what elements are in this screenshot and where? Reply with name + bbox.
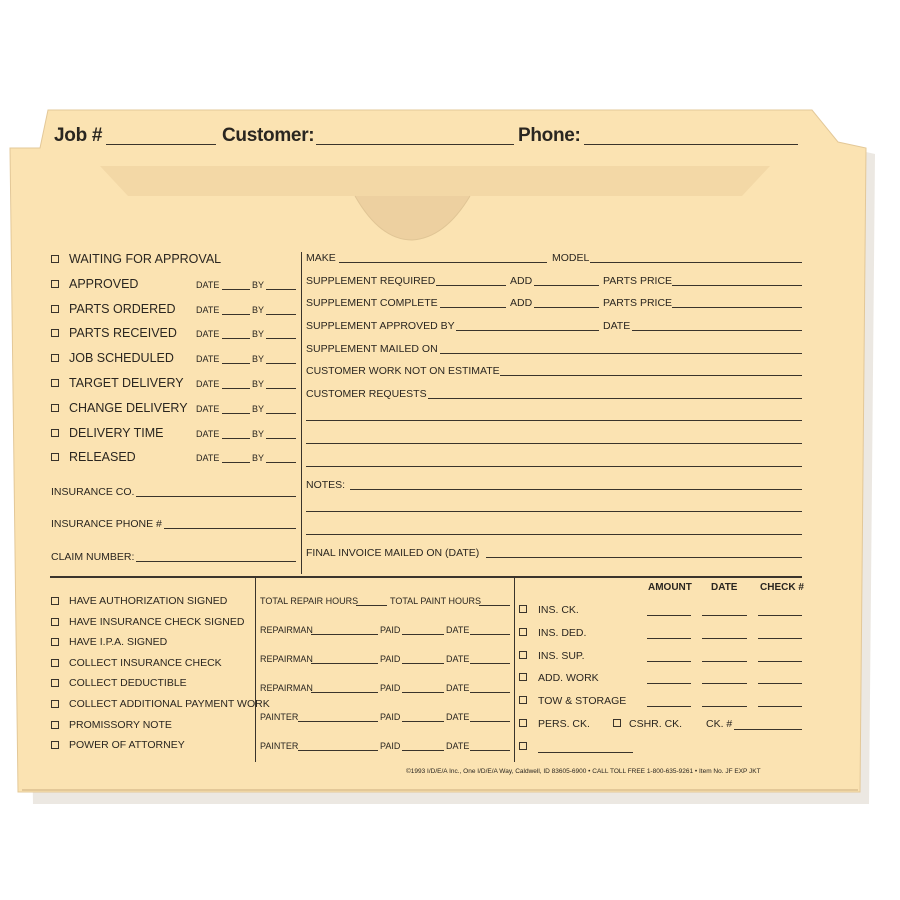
status-label: APPROVED — [69, 276, 139, 291]
worker-label: REPAIRMAN — [260, 625, 313, 635]
date-label: DATE — [446, 654, 470, 664]
customer-requests-field[interactable] — [428, 398, 802, 399]
supp-mailed-field[interactable] — [440, 353, 802, 354]
payment-label: INS. SUP. — [538, 649, 585, 662]
add-field[interactable] — [534, 307, 599, 308]
status-checkbox[interactable] — [51, 379, 59, 387]
paid-label: PAID — [380, 741, 401, 751]
date-field[interactable] — [702, 706, 747, 707]
other-payment-checkbox[interactable] — [519, 742, 527, 750]
payment-checkbox[interactable] — [519, 719, 527, 727]
paid-label: PAID — [380, 683, 401, 693]
status-checkbox[interactable] — [51, 305, 59, 313]
checklist-label: POWER OF ATTORNEY — [69, 739, 185, 752]
final-invoice-field[interactable] — [486, 557, 802, 558]
date-label: DATE — [603, 320, 631, 332]
checklist-label: PROMISSORY NOTE — [69, 718, 172, 731]
phone-label: Phone: — [518, 125, 581, 146]
supp-complete-label: SUPPLEMENT COMPLETE — [306, 297, 438, 309]
status-date-field[interactable] — [222, 413, 250, 414]
payment-checkbox[interactable] — [519, 605, 527, 613]
add-field[interactable] — [534, 285, 599, 286]
insurance-company-label: INSURANCE CO. — [51, 486, 135, 498]
status-date-label: DATE — [196, 428, 220, 439]
customer-work-label: CUSTOMER WORK NOT ON ESTIMATE — [306, 365, 500, 377]
worker-field[interactable] — [311, 634, 378, 635]
status-date-field[interactable] — [222, 462, 250, 463]
checklist-checkbox[interactable] — [51, 659, 59, 667]
worker-label: REPAIRMAN — [260, 683, 313, 693]
amount-field[interactable] — [647, 615, 691, 616]
status-date-field[interactable] — [222, 314, 250, 315]
check-field[interactable] — [758, 638, 802, 639]
request-line[interactable] — [306, 420, 802, 421]
ck-number-label: CK. # — [706, 718, 733, 730]
insurance-phone-label: INSURANCE PHONE # — [51, 518, 162, 530]
date-field[interactable] — [702, 661, 747, 662]
model-label: MODEL — [552, 252, 590, 264]
supp-approved-label: SUPPLEMENT APPROVED BY — [306, 320, 455, 332]
request-line[interactable] — [306, 443, 802, 444]
date-field[interactable] — [702, 683, 747, 684]
check-field[interactable] — [758, 683, 802, 684]
upper-divider — [301, 252, 302, 574]
worker-field[interactable] — [298, 750, 378, 751]
total-paint-label: TOTAL PAINT HOURS — [390, 596, 482, 606]
status-label: RELEASED — [69, 450, 136, 465]
notes-field[interactable] — [350, 489, 802, 490]
supp-mailed-label: SUPPLEMENT MAILED ON — [306, 343, 438, 355]
status-by-label: BY — [252, 453, 265, 464]
make-field[interactable] — [339, 262, 547, 263]
paid-label: PAID — [380, 625, 401, 635]
status-by-field[interactable] — [266, 413, 296, 414]
worker-field[interactable] — [311, 692, 378, 693]
claim-number-label: CLAIM NUMBER: — [51, 551, 135, 563]
status-checkbox[interactable] — [51, 354, 59, 362]
status-by-label: BY — [252, 279, 265, 290]
paid-field[interactable] — [402, 750, 444, 751]
customer-field[interactable] — [316, 144, 514, 145]
payment-label: INS. CK. — [538, 604, 579, 616]
amount-field[interactable] — [647, 683, 691, 684]
date-label: DATE — [446, 741, 470, 751]
status-date-label: DATE — [196, 304, 220, 315]
status-by-label: BY — [252, 403, 265, 414]
status-date-label: DATE — [196, 453, 220, 464]
payment-label: INS. DED. — [538, 626, 587, 639]
insurance-company-field[interactable] — [136, 496, 296, 497]
worker-label: PAINTER — [260, 741, 299, 751]
date-field[interactable] — [470, 721, 510, 722]
status-by-label: BY — [252, 329, 265, 340]
total-paint-field[interactable] — [479, 605, 510, 606]
date-field[interactable] — [470, 663, 510, 664]
worker-label: REPAIRMAN — [260, 654, 313, 664]
status-label: TARGET DELIVERY — [69, 376, 184, 390]
status-label: JOB SCHEDULED — [69, 351, 174, 366]
checklist-checkbox[interactable] — [51, 597, 59, 605]
customer-work-field[interactable] — [500, 375, 802, 376]
check-field[interactable] — [758, 706, 802, 707]
status-date-field[interactable] — [222, 289, 250, 290]
status-label: CHANGE DELIVERY — [69, 400, 188, 415]
status-label: DELIVERY TIME — [69, 425, 164, 440]
supp-required-field[interactable] — [436, 285, 506, 286]
date-header: DATE — [711, 582, 738, 593]
supp-date-field[interactable] — [632, 330, 802, 331]
final-invoice-label: FINAL INVOICE MAILED ON (DATE) — [306, 547, 480, 559]
supp-required-label: SUPPLEMENT REQUIRED — [306, 275, 436, 287]
status-date-label: DATE — [196, 329, 220, 340]
status-by-field[interactable] — [266, 388, 296, 389]
checklist-checkbox[interactable] — [51, 679, 59, 687]
worker-field[interactable] — [298, 721, 378, 722]
payment-label: ADD. WORK — [538, 672, 599, 685]
status-by-field[interactable] — [266, 338, 296, 339]
request-line[interactable] — [306, 466, 802, 467]
check-header: CHECK # — [760, 582, 804, 593]
payment-checkbox[interactable] — [519, 651, 527, 659]
check-field[interactable] — [758, 661, 802, 662]
status-by-field[interactable] — [266, 363, 296, 364]
check-field[interactable] — [758, 615, 802, 616]
date-field[interactable] — [470, 692, 510, 693]
paid-label: PAID — [380, 712, 401, 722]
notes-label: NOTES: — [306, 479, 346, 491]
status-by-field[interactable] — [266, 438, 296, 439]
paid-field[interactable] — [402, 663, 444, 664]
amount-field[interactable] — [647, 706, 691, 707]
status-label: WAITING FOR APPROVAL — [69, 252, 222, 266]
supp-complete-field[interactable] — [440, 307, 506, 308]
amount-field[interactable] — [647, 638, 691, 639]
lower-divider-1 — [255, 578, 256, 762]
parts-price-field[interactable] — [672, 285, 802, 286]
total-repair-label: TOTAL REPAIR HOURS — [260, 596, 359, 606]
checklist-checkbox[interactable] — [51, 741, 59, 749]
checklist-label: COLLECT INSURANCE CHECK — [69, 656, 222, 669]
status-label: PARTS RECEIVED — [69, 326, 177, 341]
status-checkbox[interactable] — [51, 453, 59, 461]
checklist-checkbox[interactable] — [51, 700, 59, 708]
other-payment-field[interactable] — [538, 752, 633, 753]
date-field[interactable] — [702, 638, 747, 639]
status-by-label: BY — [252, 304, 265, 315]
status-checkbox[interactable] — [51, 280, 59, 288]
date-label: DATE — [446, 683, 470, 693]
model-field[interactable] — [590, 262, 802, 263]
lower-divider-2 — [514, 578, 515, 762]
cshr-label: CSHR. CK. — [629, 718, 683, 730]
payment-label: PERS. CK. — [538, 718, 590, 730]
checklist-label: HAVE I.P.A. SIGNED — [69, 636, 168, 649]
status-date-label: DATE — [196, 279, 220, 290]
date-field[interactable] — [702, 615, 747, 616]
cshr-checkbox[interactable] — [613, 719, 621, 727]
paid-field[interactable] — [402, 692, 444, 693]
date-label: DATE — [446, 625, 470, 635]
insurance-phone-field[interactable] — [164, 528, 296, 529]
amount-header: AMOUNT — [648, 582, 692, 593]
parts-price-label: PARTS PRICE — [603, 297, 673, 309]
paid-field[interactable] — [402, 634, 444, 635]
status-label: PARTS ORDERED — [69, 301, 176, 316]
job-number-field[interactable] — [106, 144, 216, 145]
phone-field[interactable] — [584, 144, 798, 145]
parts-price-field[interactable] — [672, 307, 802, 308]
payment-checkbox[interactable] — [519, 628, 527, 636]
customer-label: Customer: — [222, 125, 315, 146]
status-checkbox[interactable] — [51, 404, 59, 412]
status-by-field[interactable] — [266, 314, 296, 315]
job-number-label: Job # — [54, 125, 103, 146]
notes-line[interactable] — [306, 534, 802, 535]
supp-approved-field[interactable] — [456, 330, 599, 331]
worker-label: PAINTER — [260, 712, 299, 722]
date-field[interactable] — [470, 634, 510, 635]
status-date-label: DATE — [196, 403, 220, 414]
status-by-label: BY — [252, 428, 265, 439]
notes-line[interactable] — [306, 511, 802, 512]
checklist-label: COLLECT ADDITIONAL PAYMENT WORK — [69, 698, 270, 710]
checklist-label: HAVE INSURANCE CHECK SIGNED — [69, 615, 245, 628]
status-checkbox[interactable] — [51, 329, 59, 337]
checklist-checkbox[interactable] — [51, 721, 59, 729]
status-by-label: BY — [252, 379, 265, 389]
payment-label: TOW & STORAGE — [538, 695, 627, 708]
status-date-field[interactable] — [222, 363, 250, 364]
parts-price-label: PARTS PRICE — [603, 275, 673, 287]
status-date-field[interactable] — [222, 388, 250, 389]
worker-field[interactable] — [311, 663, 378, 664]
claim-number-field[interactable] — [136, 561, 296, 562]
ck-number-field[interactable] — [734, 729, 802, 730]
status-checkbox[interactable] — [51, 255, 59, 263]
payment-checkbox[interactable] — [519, 696, 527, 704]
make-label: MAKE — [306, 252, 336, 264]
status-by-field[interactable] — [266, 462, 296, 463]
date-label: DATE — [446, 712, 470, 722]
paid-label: PAID — [380, 654, 401, 664]
add-label: ADD — [510, 275, 533, 287]
status-date-field[interactable] — [222, 338, 250, 339]
status-by-label: BY — [252, 354, 265, 365]
status-checkbox[interactable] — [51, 429, 59, 437]
status-date-label: DATE — [196, 379, 220, 389]
checklist-label: COLLECT DEDUCTIBLE — [69, 677, 187, 690]
total-repair-field[interactable] — [356, 605, 387, 606]
footer-text: ©1993 I/D/E/A Inc., One I/D/E/A Way, Caldwell, ID 83605-6900 • CALL TOLL FREE 1-800-635-9261 • Item No. JF EXP JKT — [406, 768, 761, 775]
add-label: ADD — [510, 297, 533, 309]
section-divider — [50, 576, 802, 578]
paid-field[interactable] — [402, 721, 444, 722]
checklist-checkbox[interactable] — [51, 618, 59, 626]
checklist-label: HAVE AUTHORIZATION SIGNED — [69, 595, 228, 607]
payment-checkbox[interactable] — [519, 673, 527, 681]
status-by-field[interactable] — [266, 289, 296, 290]
date-field[interactable] — [470, 750, 510, 751]
checklist-checkbox[interactable] — [51, 638, 59, 646]
customer-requests-label: CUSTOMER REQUESTS — [306, 388, 427, 400]
status-date-field[interactable] — [222, 438, 250, 439]
amount-field[interactable] — [647, 661, 691, 662]
status-date-label: DATE — [196, 354, 220, 365]
